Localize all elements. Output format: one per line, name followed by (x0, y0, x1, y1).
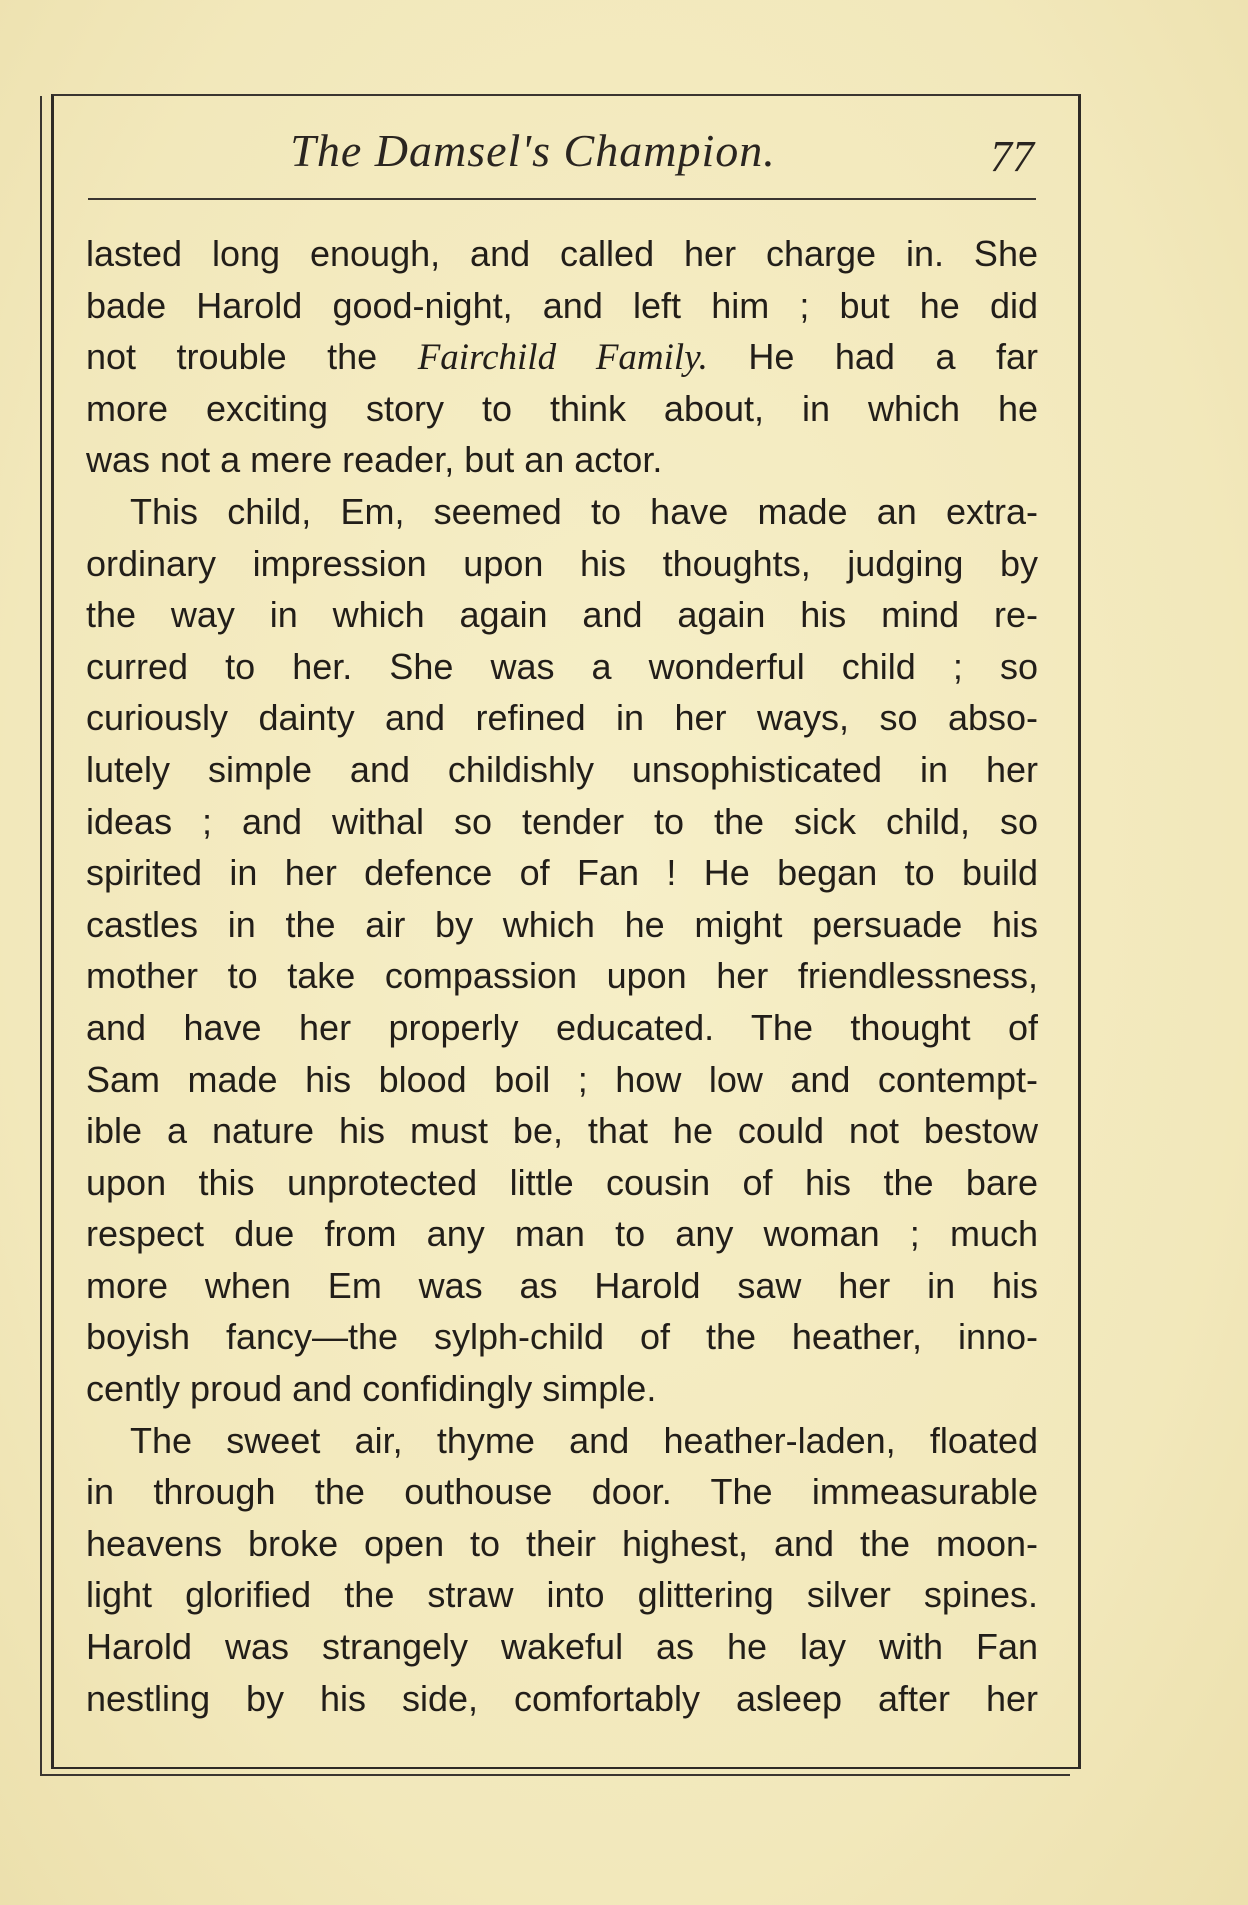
frame-left-rule (40, 96, 42, 1776)
text-line: light glorified the straw into glittering silver spines. (86, 1574, 1038, 1616)
text-line: lutely simple and childishly unsophisticated in her (86, 748, 1038, 790)
page-number: 77 (990, 132, 1034, 181)
text-line: respect due from any man to any woman ; much (86, 1213, 1038, 1255)
text-line: Sam made his blood boil ; how low and contempt- (86, 1058, 1038, 1100)
frame-bottom-rule (40, 1774, 1070, 1776)
running-title: The Damsel's Champion. (290, 125, 776, 176)
text-line: upon this unprotected little cousin of his the bare (86, 1161, 1038, 1203)
text-line: heavens broke open to their highest, and the moon- (86, 1522, 1038, 1564)
text-line: was not a mere reader, but an actor. (86, 439, 663, 481)
text-line: castles in the air by which he might persuade his (86, 903, 1038, 945)
text-line: spirited in her defence of Fan ! He began to build (86, 852, 1038, 894)
text-line: boyish fancy—the sylph-child of the heather, inno- (86, 1316, 1038, 1358)
header-rule (88, 198, 1036, 200)
text-line: mother to take compassion upon her friendlessness, (86, 955, 1038, 997)
text-line: curiously dainty and refined in her ways, so abso- (86, 697, 1038, 739)
text-line: ideas ; and withal so tender to the sick child, so (86, 800, 1038, 842)
text-line: ordinary impression upon his thoughts, judging by (86, 542, 1038, 584)
text-line: and have her properly educated. The thought of (86, 1006, 1038, 1048)
running-head (90, 118, 1036, 188)
text-line: Harold was strangely wakeful as he lay with Fan (86, 1626, 1038, 1668)
text-line: nestling by his side, comfortably asleep after her (86, 1677, 1038, 1719)
text-line: lasted long enough, and called her charge in. She (86, 233, 1038, 274)
text-line: in through the outhouse door. The immeasurable (86, 1471, 1038, 1513)
text-line: not trouble the Fairchild Family. He had a far (86, 336, 1038, 379)
text-line: This child, Em, seemed to have made an extra- (130, 490, 1038, 532)
body-text (86, 228, 1038, 1724)
text-line: The sweet air, thyme and heather-laden, floated (130, 1419, 1038, 1461)
text-line: cently proud and confidingly simple. (86, 1368, 657, 1410)
text-line: more exciting story to think about, in which he (86, 387, 1038, 429)
text-line: more when Em was as Harold saw her in his (86, 1264, 1038, 1306)
text-line: bade Harold good-night, and left him ; but he did (86, 284, 1038, 326)
italic-book-title: Fairchild Family. (417, 337, 708, 379)
text-line: the way in which again and again his mind re- (86, 594, 1038, 636)
text-line: curred to her. She was a wonderful child ; so (86, 645, 1038, 687)
text-line: ible a nature his must be, that he could not bestow (86, 1110, 1038, 1152)
